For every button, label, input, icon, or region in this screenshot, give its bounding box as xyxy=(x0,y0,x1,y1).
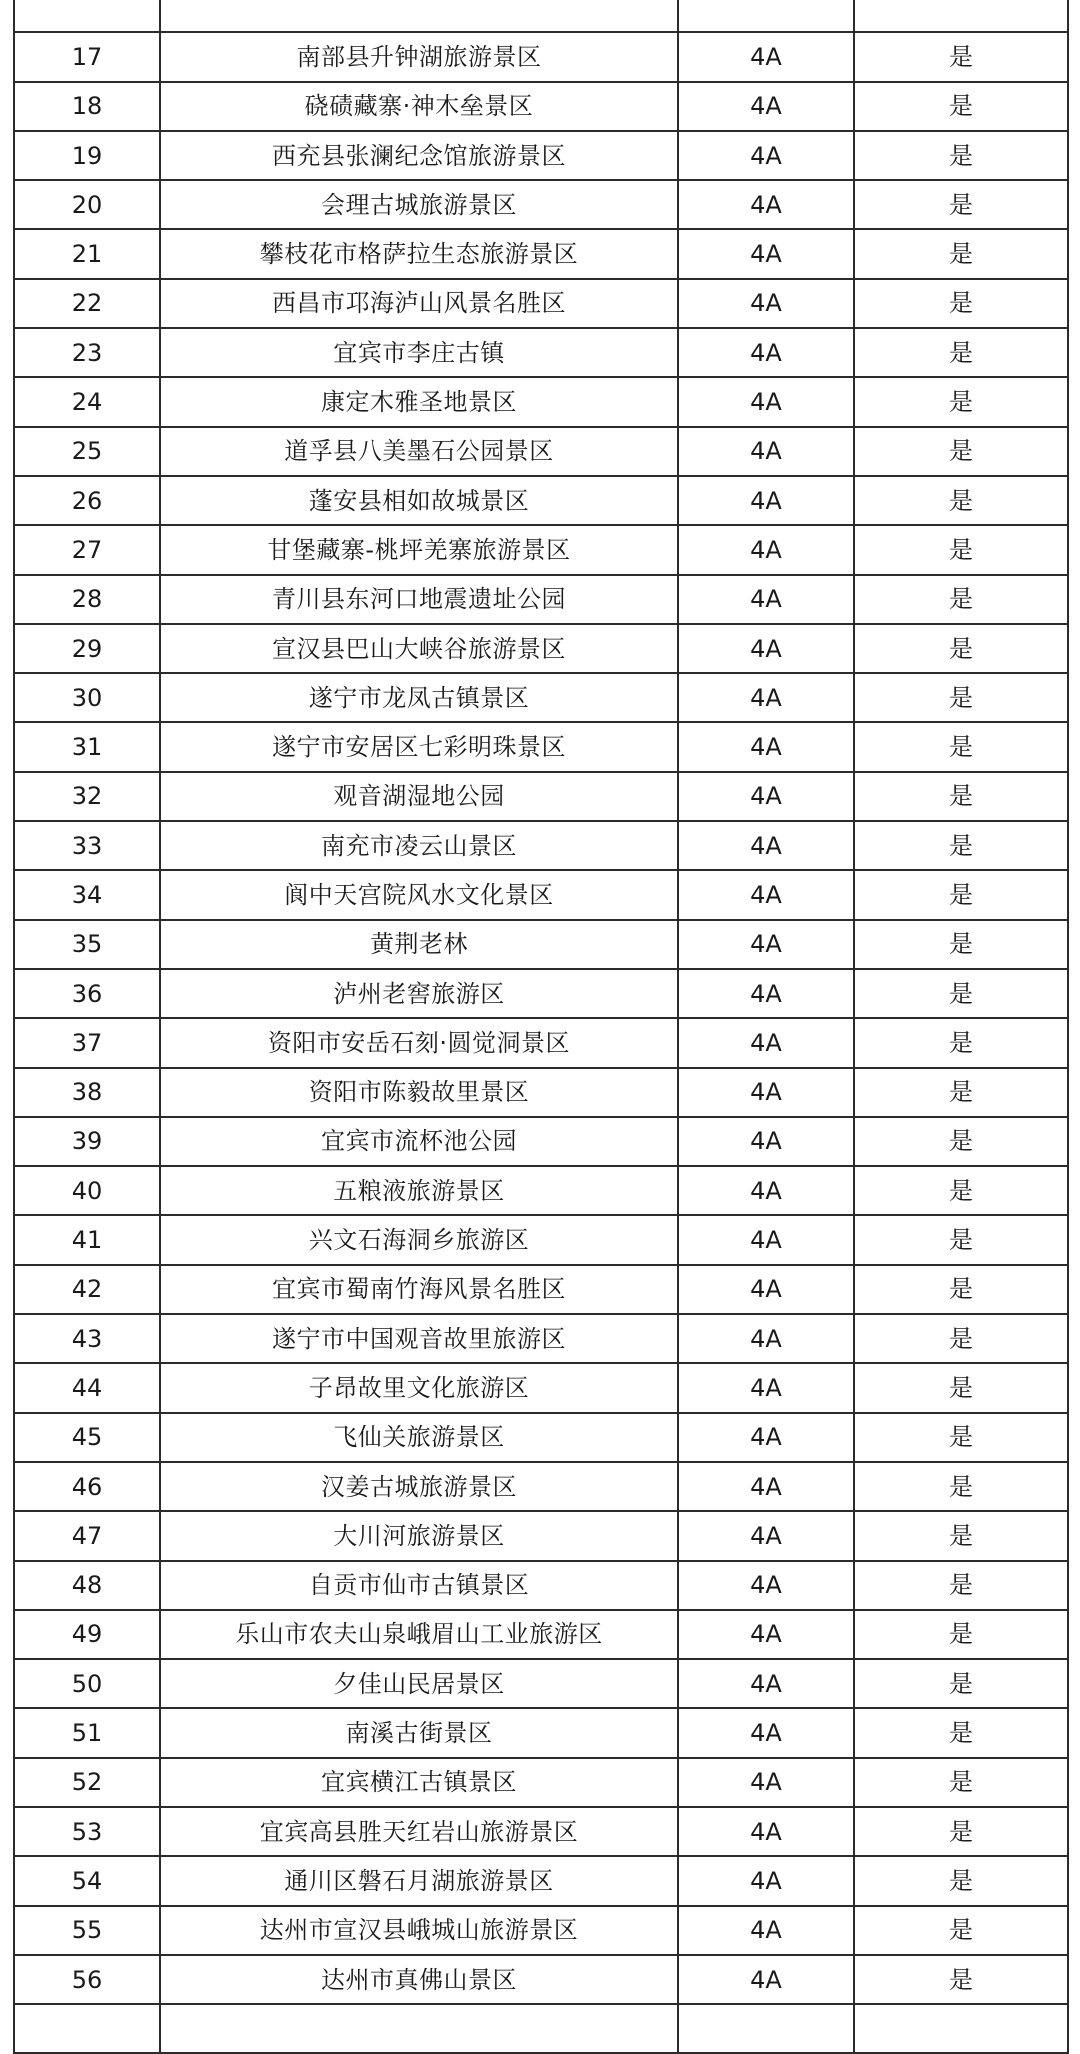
cell-flag: 是 xyxy=(854,1856,1068,1905)
cell-flag: 是 xyxy=(854,279,1068,328)
cell-number: 45 xyxy=(14,1413,160,1462)
table-row xyxy=(14,328,1068,377)
cell-number: 35 xyxy=(14,920,160,969)
cell-number: 26 xyxy=(14,476,160,525)
table-row xyxy=(14,821,1068,870)
cell-scenic-name: 达州市真佛山景区 xyxy=(160,1955,678,2004)
cell-level: 4A xyxy=(678,1413,854,1462)
cell-scenic-name: 宜宾市李庄古镇 xyxy=(160,328,678,377)
cell-scenic-name: 资阳市安岳石刻·圆觉洞景区 xyxy=(160,1018,678,1067)
cell-level: 4A xyxy=(678,1462,854,1511)
cell-scenic-name: 甘堡藏寨-桃坪羌寨旅游景区 xyxy=(160,525,678,574)
cell-scenic-name: 南溪古街景区 xyxy=(160,1708,678,1757)
cell-number: 25 xyxy=(14,427,160,476)
cell-level: 4A xyxy=(678,427,854,476)
cell-flag: 是 xyxy=(854,427,1068,476)
table-row xyxy=(14,279,1068,328)
cell-level: 4A xyxy=(678,1018,854,1067)
cell-number: 42 xyxy=(14,1265,160,1314)
cell-flag: 是 xyxy=(854,1906,1068,1955)
table-row xyxy=(14,1758,1068,1807)
cell-flag: 是 xyxy=(854,969,1068,1018)
table-row xyxy=(14,1462,1068,1511)
cell-flag: 是 xyxy=(854,1166,1068,1215)
cell-level: 4A xyxy=(678,229,854,278)
cell-number: 28 xyxy=(14,575,160,624)
cell-flag: 是 xyxy=(854,1561,1068,1610)
cell-flag: 是 xyxy=(854,32,1068,81)
cell-level: 4A xyxy=(678,722,854,771)
cell-number xyxy=(14,2004,160,2053)
cell-number: 21 xyxy=(14,229,160,278)
cell-number: 52 xyxy=(14,1758,160,1807)
cell-flag: 是 xyxy=(854,1363,1068,1412)
cell-flag: 是 xyxy=(854,1758,1068,1807)
cell-flag: 是 xyxy=(854,920,1068,969)
table-row xyxy=(14,624,1068,673)
cell-scenic-name: 乐山市农夫山泉峨眉山工业旅游区 xyxy=(160,1610,678,1659)
cell-level: 4A xyxy=(678,1314,854,1363)
cell-flag: 是 xyxy=(854,229,1068,278)
cell-number: 32 xyxy=(14,772,160,821)
cell-level: 4A xyxy=(678,1955,854,2004)
table-row xyxy=(14,1856,1068,1905)
cell-number: 46 xyxy=(14,1462,160,1511)
cell-number: 20 xyxy=(14,180,160,229)
cell-level: 4A xyxy=(678,1807,854,1856)
cell-number: 23 xyxy=(14,328,160,377)
cell-scenic-name: 夕佳山民居景区 xyxy=(160,1659,678,1708)
cell-level: 4A xyxy=(678,525,854,574)
cell-scenic-name: 达州市宣汉县峨城山旅游景区 xyxy=(160,1906,678,1955)
cell-flag: 是 xyxy=(854,1955,1068,2004)
cell-flag: 是 xyxy=(854,1018,1068,1067)
table-row xyxy=(14,2004,1068,2053)
cell-flag: 是 xyxy=(854,1610,1068,1659)
cell-number: 56 xyxy=(14,1955,160,2004)
table-row xyxy=(14,1955,1068,2004)
cell-number: 43 xyxy=(14,1314,160,1363)
cell-number: 24 xyxy=(14,377,160,426)
table-row xyxy=(14,1265,1068,1314)
cell-scenic-name: 遂宁市安居区七彩明珠景区 xyxy=(160,722,678,771)
cell-level: 4A xyxy=(678,1708,854,1757)
table-body xyxy=(14,0,1068,2053)
table-row xyxy=(14,1018,1068,1067)
cell-number: 19 xyxy=(14,131,160,180)
cell-level: 4A xyxy=(678,920,854,969)
cell-level: 4A xyxy=(678,673,854,722)
table-row xyxy=(14,1413,1068,1462)
cell-scenic-name: 子昂故里文化旅游区 xyxy=(160,1363,678,1412)
cell-number: 38 xyxy=(14,1068,160,1117)
cell-number: 33 xyxy=(14,821,160,870)
cell-level: 4A xyxy=(678,1906,854,1955)
cell-scenic-name: 蓬安县相如故城景区 xyxy=(160,476,678,525)
cell-level: 4A xyxy=(678,1659,854,1708)
cell-scenic-name: 硗碛藏寨·神木垒景区 xyxy=(160,82,678,131)
cell-level: 4A xyxy=(678,1610,854,1659)
table-row xyxy=(14,82,1068,131)
cell-scenic-name: 会理古城旅游景区 xyxy=(160,180,678,229)
table-row xyxy=(14,1215,1068,1264)
table-row xyxy=(14,476,1068,525)
cell-flag: 是 xyxy=(854,575,1068,624)
table-row xyxy=(14,772,1068,821)
cell-scenic-name: 五粮液旅游景区 xyxy=(160,1166,678,1215)
table-row xyxy=(14,1363,1068,1412)
cell-scenic-name: 遂宁市中国观音故里旅游区 xyxy=(160,1314,678,1363)
cell-flag: 是 xyxy=(854,82,1068,131)
cell-scenic-name: 黄荆老林 xyxy=(160,920,678,969)
cell-level: 4A xyxy=(678,82,854,131)
cell-level: 4A xyxy=(678,870,854,919)
table-row xyxy=(14,1659,1068,1708)
cell-level: 4A xyxy=(678,131,854,180)
cell-number: 53 xyxy=(14,1807,160,1856)
cell-number: 47 xyxy=(14,1511,160,1560)
cell-level: 4A xyxy=(678,1758,854,1807)
cell-flag: 是 xyxy=(854,673,1068,722)
cell-number: 55 xyxy=(14,1906,160,1955)
cell-flag: 是 xyxy=(854,870,1068,919)
cell-level: 4A xyxy=(678,32,854,81)
cell-flag: 是 xyxy=(854,476,1068,525)
cell-level: 4A xyxy=(678,328,854,377)
cell-flag: 是 xyxy=(854,1117,1068,1166)
table-row xyxy=(14,180,1068,229)
table-row xyxy=(14,673,1068,722)
cell-scenic-name: 宣汉县巴山大峡谷旅游景区 xyxy=(160,624,678,673)
cell-level: 4A xyxy=(678,1166,854,1215)
cell-scenic-name: 通川区磐石月湖旅游景区 xyxy=(160,1856,678,1905)
cell-scenic-name xyxy=(160,2004,678,2053)
cell-flag: 是 xyxy=(854,180,1068,229)
cell-level xyxy=(678,0,854,32)
scenic-area-table xyxy=(13,0,1069,2054)
cell-number: 48 xyxy=(14,1561,160,1610)
cell-number: 37 xyxy=(14,1018,160,1067)
cell-level: 4A xyxy=(678,575,854,624)
cell-scenic-name: 资阳市陈毅故里景区 xyxy=(160,1068,678,1117)
cell-flag: 是 xyxy=(854,1314,1068,1363)
cell-scenic-name: 观音湖湿地公园 xyxy=(160,772,678,821)
cell-scenic-name: 自贡市仙市古镇景区 xyxy=(160,1561,678,1610)
cell-flag: 是 xyxy=(854,1511,1068,1560)
cell-scenic-name: 西充县张澜纪念馆旅游景区 xyxy=(160,131,678,180)
cell-number: 22 xyxy=(14,279,160,328)
cell-level: 4A xyxy=(678,1068,854,1117)
cell-flag xyxy=(854,2004,1068,2053)
table-row xyxy=(14,870,1068,919)
table-row xyxy=(14,32,1068,81)
cell-number: 31 xyxy=(14,722,160,771)
table-row xyxy=(14,131,1068,180)
cell-scenic-name: 南充市凌云山景区 xyxy=(160,821,678,870)
cell-level: 4A xyxy=(678,821,854,870)
cell-flag: 是 xyxy=(854,377,1068,426)
cell-flag: 是 xyxy=(854,624,1068,673)
cell-scenic-name: 汉姜古城旅游景区 xyxy=(160,1462,678,1511)
cell-level: 4A xyxy=(678,624,854,673)
table-row xyxy=(14,1314,1068,1363)
cell-flag: 是 xyxy=(854,772,1068,821)
cell-level: 4A xyxy=(678,969,854,1018)
cell-number: 50 xyxy=(14,1659,160,1708)
cell-flag: 是 xyxy=(854,525,1068,574)
cell-number: 27 xyxy=(14,525,160,574)
cell-flag: 是 xyxy=(854,1413,1068,1462)
cell-level: 4A xyxy=(678,180,854,229)
cell-level: 4A xyxy=(678,1856,854,1905)
cell-flag: 是 xyxy=(854,1462,1068,1511)
cell-number xyxy=(14,0,160,32)
table-row xyxy=(14,969,1068,1018)
cell-number: 39 xyxy=(14,1117,160,1166)
cell-scenic-name: 康定木雅圣地景区 xyxy=(160,377,678,426)
cell-scenic-name: 宜宾市蜀南竹海风景名胜区 xyxy=(160,1265,678,1314)
table-row xyxy=(14,1610,1068,1659)
cell-number: 17 xyxy=(14,32,160,81)
cell-level: 4A xyxy=(678,1511,854,1560)
table-row xyxy=(14,1561,1068,1610)
table-row xyxy=(14,427,1068,476)
table-row xyxy=(14,229,1068,278)
table-row xyxy=(14,377,1068,426)
cell-scenic-name: 南部县升钟湖旅游景区 xyxy=(160,32,678,81)
cell-number: 51 xyxy=(14,1708,160,1757)
cell-scenic-name: 宜宾高县胜天红岩山旅游景区 xyxy=(160,1807,678,1856)
cell-flag: 是 xyxy=(854,131,1068,180)
cell-scenic-name: 西昌市邛海泸山风景名胜区 xyxy=(160,279,678,328)
cell-flag: 是 xyxy=(854,1215,1068,1264)
cell-scenic-name: 青川县东河口地震遗址公园 xyxy=(160,575,678,624)
table-row xyxy=(14,1511,1068,1560)
table-row xyxy=(14,575,1068,624)
table-row xyxy=(14,1068,1068,1117)
cell-level: 4A xyxy=(678,1363,854,1412)
table-row xyxy=(14,525,1068,574)
cell-number: 34 xyxy=(14,870,160,919)
table-row xyxy=(14,0,1068,32)
cell-level: 4A xyxy=(678,1265,854,1314)
cell-flag: 是 xyxy=(854,1708,1068,1757)
table-row xyxy=(14,920,1068,969)
cell-scenic-name: 阆中天宫院风水文化景区 xyxy=(160,870,678,919)
cell-number: 18 xyxy=(14,82,160,131)
cell-flag: 是 xyxy=(854,1265,1068,1314)
cell-flag: 是 xyxy=(854,1068,1068,1117)
cell-level: 4A xyxy=(678,1561,854,1610)
cell-scenic-name: 泸州老窖旅游区 xyxy=(160,969,678,1018)
cell-scenic-name: 道孚县八美墨石公园景区 xyxy=(160,427,678,476)
cell-number: 36 xyxy=(14,969,160,1018)
cell-level: 4A xyxy=(678,772,854,821)
cell-level: 4A xyxy=(678,476,854,525)
cell-flag: 是 xyxy=(854,722,1068,771)
cell-number: 54 xyxy=(14,1856,160,1905)
cell-scenic-name: 宜宾市流杯池公园 xyxy=(160,1117,678,1166)
cell-number: 29 xyxy=(14,624,160,673)
cell-scenic-name xyxy=(160,0,678,32)
cell-scenic-name: 兴文石海洞乡旅游区 xyxy=(160,1215,678,1264)
cell-scenic-name: 飞仙关旅游景区 xyxy=(160,1413,678,1462)
cell-number: 40 xyxy=(14,1166,160,1215)
table-row xyxy=(14,1807,1068,1856)
cell-flag: 是 xyxy=(854,328,1068,377)
cell-scenic-name: 大川河旅游景区 xyxy=(160,1511,678,1560)
cell-flag xyxy=(854,0,1068,32)
cell-level: 4A xyxy=(678,1117,854,1166)
cell-number: 44 xyxy=(14,1363,160,1412)
table-row xyxy=(14,1117,1068,1166)
cell-number: 41 xyxy=(14,1215,160,1264)
table-row xyxy=(14,1708,1068,1757)
cell-level: 4A xyxy=(678,377,854,426)
table-row xyxy=(14,1166,1068,1215)
cell-flag: 是 xyxy=(854,821,1068,870)
cell-scenic-name: 宜宾横江古镇景区 xyxy=(160,1758,678,1807)
cell-number: 49 xyxy=(14,1610,160,1659)
table-row xyxy=(14,722,1068,771)
cell-scenic-name: 遂宁市龙凤古镇景区 xyxy=(160,673,678,722)
cell-number: 30 xyxy=(14,673,160,722)
cell-flag: 是 xyxy=(854,1807,1068,1856)
cell-scenic-name: 攀枝花市格萨拉生态旅游景区 xyxy=(160,229,678,278)
cell-flag: 是 xyxy=(854,1659,1068,1708)
cell-level: 4A xyxy=(678,1215,854,1264)
table-row xyxy=(14,1906,1068,1955)
cell-level xyxy=(678,2004,854,2053)
cell-level: 4A xyxy=(678,279,854,328)
